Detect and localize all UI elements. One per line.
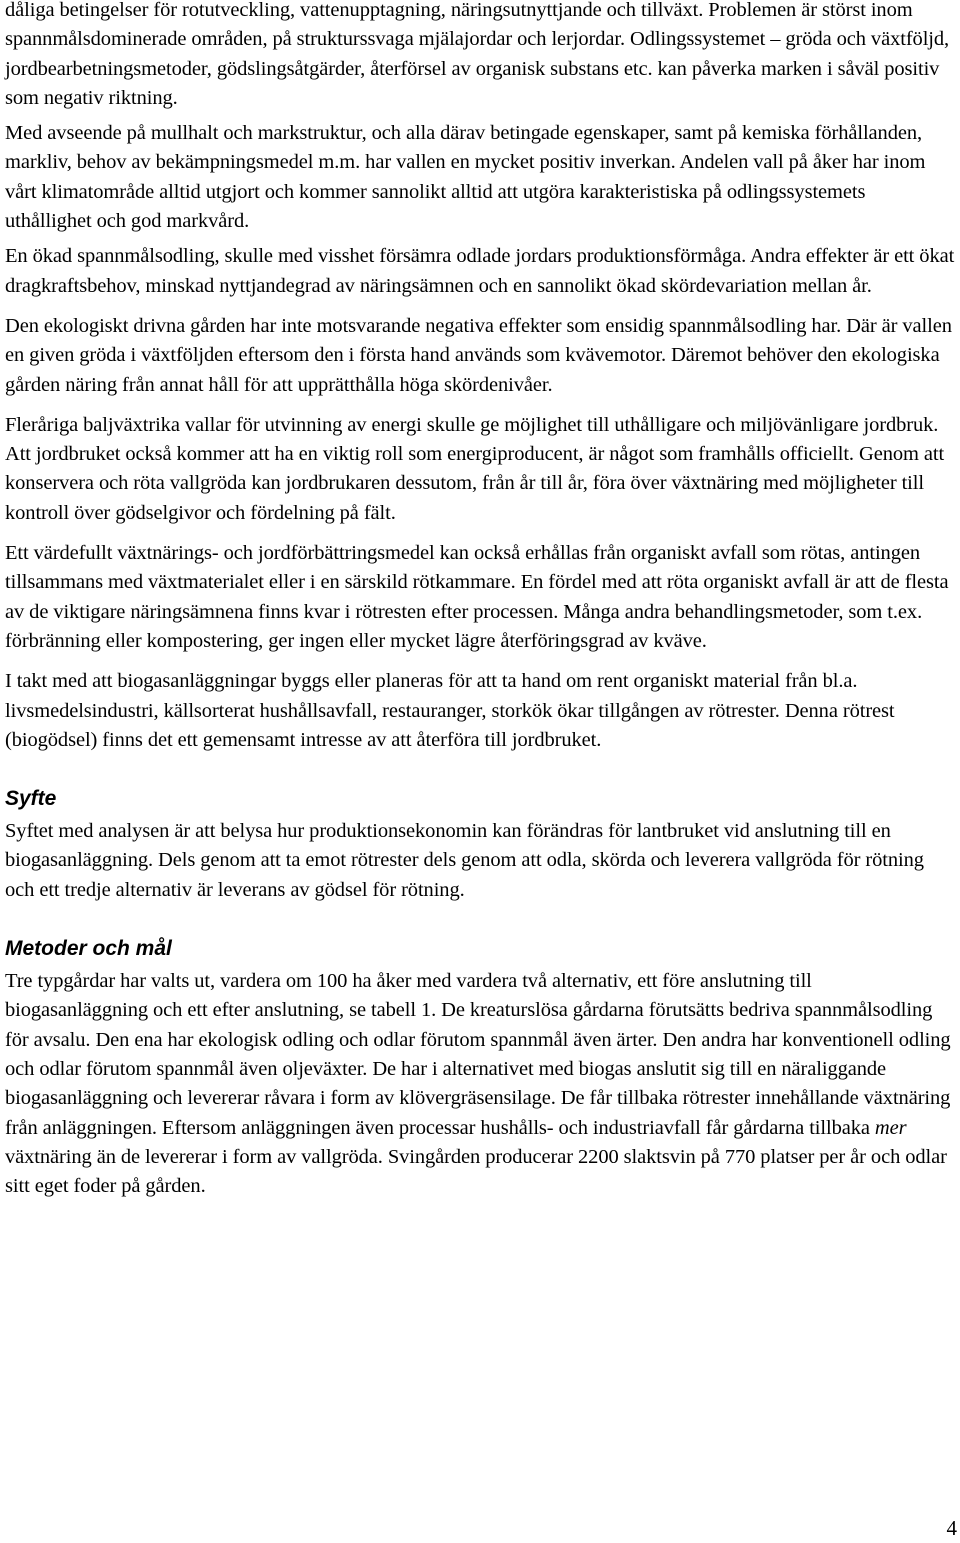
body-paragraph-ley-effects: Med avseende på mullhalt och markstruktur, och alla därav betingade egenskaper, samt på kemiska förhållanden, markliv, behov av bekämpningsmedel m.m. har vallen en mycket positiv inverkan. Andelen vall på åker har inom vårt klimatområde alltid utgjort och kommer sannolikt alltid att utgöra karakteristiska på odlingssystemets uthållighet och god markvård. [5, 122, 926, 233]
section-heading-metoder: Metoder och mål [5, 937, 172, 961]
section-text-syfte: Syftet med analysen är att belysa hur produktionsekonomin kan förändras för lantbruket vid anslutning till en biogasanläggning. Dels genom att ta emot rötrester dels genom att odla, skörda och leverera vallgröda för rötning och ett tredje alternativ är leverans av gödsel för rötning. [5, 820, 924, 901]
document-page [5, 0, 955, 1201]
body-paragraph-perennial-leys: Fleråriga baljväxtrika vallar för utvinning av energi skulle ge möjlighet till uthålligare och miljövänligare jordbruk. Att jordbruket också kommer att ha en viktig roll som energiproducent, är något som framhålls officiellt. Genom att konservera och röta vallgröda kan jordbrukaren dessutom, från år till år, föra över växtnäring med möjligheter till kontroll över gödselgivor och fördelning på fält. [5, 413, 945, 524]
body-paragraph-soil-conditions: dåliga betingelser för rotutveckling, vattenupptagning, näringsutnyttjande och tillväxt. Problemen är störst inom spannmålsdominerade områden, på strukturssvaga mjälajordar och lerjordar. Odlingssystemet – gröda och växtföljd, jordbearbetningsmetoder, gödslingsåtgärder, återförsel av organisk substans etc. kan påverka marken i såväl positiv som negativ riktning. [5, 0, 950, 109]
body-paragraph-organic-waste: Ett värdefullt växtnärings- och jordförbättringsmedel kan också erhållas från organiskt avfall som rötas, antingen tillsammans med växtmaterialet eller i en särskild rötkammare. En fördel med att röta organiskt avfall är att de flesta av de viktigare näringsämnena finns kvar i rötresten efter processen. Många andra behandlingsmetoder, som t.ex. förbränning eller kompostering, ger ingen eller mycket lägre återföringsgrad av kväve. [5, 542, 949, 652]
section-text-metoder [5, 967, 955, 1201]
body-paragraph-grain-cultivation: En ökad spannmålsodling, skulle med visshet försämra odlade jordars produktionsförmåga. Andra effekter är ett ökat dragkraftsbehov, minskad nyttjandegrad av näringsämnen och en sannolikt ökad skördevariation mellan år. [5, 245, 955, 297]
metoder-text-part-2: växtnäring än de levererar i form av vallgröda. Svingården producerar 2200 slaktsvin på 770 platser per år och odlar sitt eget foder på gården. [5, 1145, 947, 1198]
section-heading-syfte: Syfte [5, 787, 57, 811]
page-number: 4 [946, 1516, 957, 1540]
body-paragraph-biogas-plants: I takt med att biogasanläggningar byggs eller planeras för att ta hand om rent organiskt material från bl.a. livsmedelsindustri, källsorterat hushållsavfall, restauranger, storkök ökar tillgången av rötrester. Denna rötrest (biogödsel) finns det ett gemensamt intresse av att återföra till jordbruket. [5, 670, 895, 751]
body-paragraph-organic-farm: Den ekologiskt drivna gården har inte motsvarande negativa effekter som ensidig spannmålsodling har. Där är vallen en given gröda i växtföljden eftersom den i första hand används som kvävemotor. Däremot behöver den ekologiska gården näring från annat håll för att upprätthålla höga skördenivåer. [5, 314, 952, 396]
metoder-text-part-1: Tre typgårdar har valts ut, vardera om 100 ha åker med vardera två alternativ, ett före anslutning till biogasanläggning och ett efter anslutning, se tabell 1. De kreaturslösa gårdarna förutsätts bedriva spannmålsodling för avsalu. Den ena har ekologisk odling och odlar förutom spannmål även ärter. Den andra har konventionell odling och odlar förutom spannmål även oljeväxter. De har i alternativet med biogas anslutit sig till en näraliggande biogasanläggning och levererar råvara i form av klövergräsensilage. De får tillbaka rötrester innehållande växtnäring från anläggningen. Eftersom anläggningen även processar hushålls- och industriavfall får gårdarna tillbaka [5, 970, 951, 1139]
metoder-emphasis-word: mer [874, 1116, 907, 1139]
